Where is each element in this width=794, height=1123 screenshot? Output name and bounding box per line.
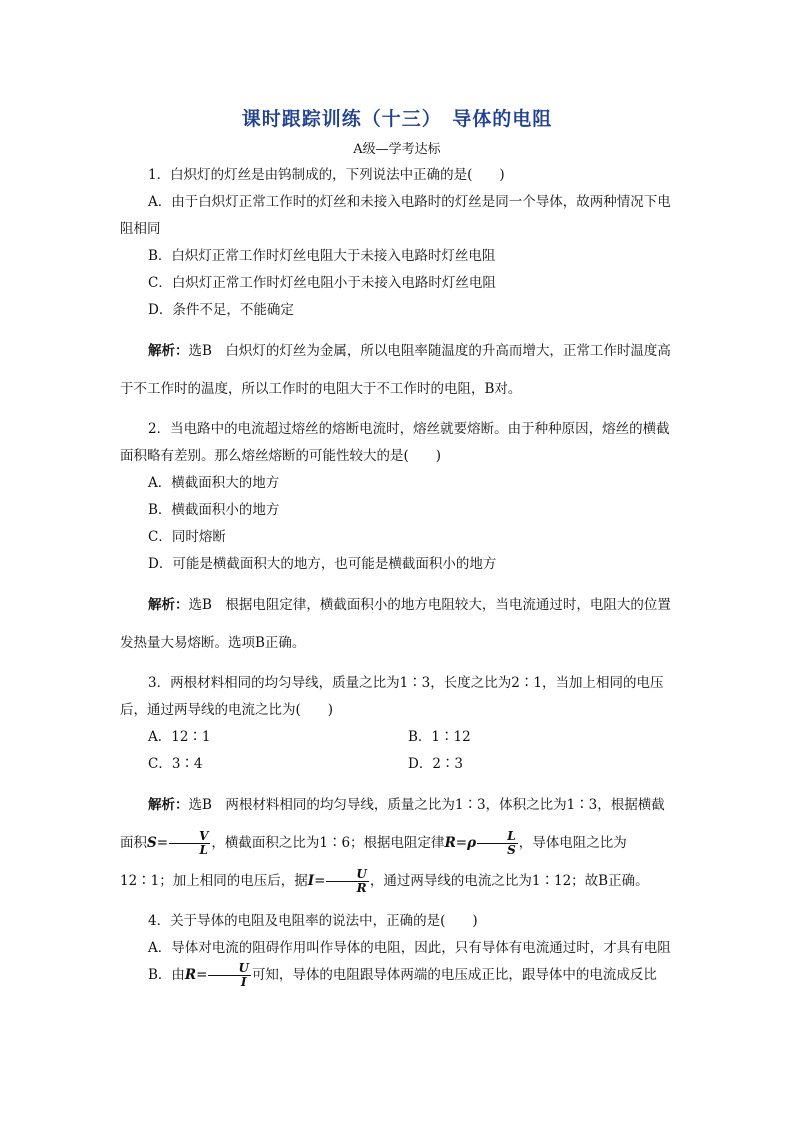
formula-i: I [307, 873, 315, 889]
question-3-analysis: 解析：选B 两根材料相同的均匀导线，质量之比为1∶3，体积之比为1∶3，根据横截面积S= $\frac{V}{L}$ ，横截面积之比为1∶6；根据电阻定律R=ρ $\frac{L}{S}$ ，导体电阻之比为12∶1；加上相同的电压后，据I= $\frac{U}{R}$ ，通过两导线的电流之比为1∶12；故B正确。 [120, 797, 665, 895]
formula-v-over-l: $\frac{V}{L}$ [169, 830, 210, 857]
question-2-stem: 2．当电路中的电流超过熔丝的熔断电流时，熔丝就要熔断。由于种种原因，熔丝的横截面积略有差别。那么熔丝熔断的可能性较大的是( ) [120, 421, 670, 464]
question-1-option-d: D．条件不足，不能确定 [148, 302, 294, 318]
question-3-option-a: A．12∶1 [148, 729, 211, 745]
analysis-label: 解析： [148, 343, 189, 359]
question-2-option-d: D．可能是横截面积大的地方，也可能是横截面积小的地方 [148, 556, 497, 572]
question-2-option-b: B．横截面积小的地方 [148, 502, 280, 518]
question-1-analysis [120, 332, 676, 408]
analysis-label: 解析： [148, 797, 189, 813]
question-3-stem: 3．两根材料相同的均匀导线，质量之比为1∶3，长度之比为2∶1，当加上相同的电压后，通过两导线的电流之比为( ) [120, 675, 664, 718]
formula-u-over-r: $\frac{U}{R}$ [326, 868, 368, 895]
formula-r: R [444, 835, 456, 851]
analysis-text-3: ，导体电阻之比为12∶1；加上相同的电压后，据 [120, 835, 627, 889]
formula-s: S [147, 835, 157, 851]
analysis-text: 选B 根据电阻定律，横截面积小的地方电阻较大，当电流通过时，电阻大的位置发热量大易熔断。选项B正确。 [120, 597, 671, 651]
analysis-text-1: 选B 两根材料相同的均匀导线，质量之比为1∶3，体积之比为1∶3，根据横截面积 [120, 797, 665, 851]
question-1-option-c: C．白炽灯正常工作时灯丝电阻小于未接入电路时灯丝电阻 [148, 275, 496, 291]
analysis-text-2: ，横截面积之比为1∶6；根据电阻定律 [211, 835, 445, 851]
question-3-option-c: C．3∶4 [148, 756, 203, 772]
question-3-option-d: D．2∶3 [408, 756, 464, 772]
question-4-stem: 4．关于导体的电阻及电阻率的说法中，正确的是( ) [148, 913, 478, 929]
page-title: 课时跟踪训练（十三） 导体的电阻 [241, 108, 553, 130]
formula-u-over-i: $\frac{U}{I}$ [208, 962, 250, 989]
question-4-option-a: A．导体对电流的阻碍作用叫作导体的电阻，因此，只有导体有电流通过时，才具有电阻 [148, 940, 671, 956]
analysis-text: 选B 白炽灯的灯丝为金属，所以电阻率随温度的升高而增大，正常工作时温度高于不工作时的温度，所以工作时的电阻大于不工作时的电阻，B对。 [120, 343, 671, 397]
question-3-options-row-1 [120, 724, 676, 751]
analysis-label: 解析： [148, 597, 189, 613]
question-1-option-b: B．白炽灯正常工作时灯丝电阻大于未接入电路时灯丝电阻 [148, 248, 496, 264]
question-1-option-a: A．由于白炽灯正常工作时的灯丝和未接入电路时的灯丝是同一个导体，故两种情况下电阻相同 [120, 194, 671, 237]
question-4-option-b: B．由R= $\frac{U}{I}$ 可知，导体的电阻跟导体两端的电压成正比，跟导体中的电流成反比 [148, 961, 657, 989]
analysis-text-4: ，通过两导线的电流之比为1∶12；故B正确。 [369, 873, 649, 889]
question-2-option-c: C．同时熔断 [148, 529, 226, 545]
section-subtitle: A级—学考达标 [353, 142, 441, 157]
formula-l-over-s: $\frac{L}{S}$ [477, 830, 518, 857]
question-2-analysis [120, 586, 676, 662]
question-3-options-row-2 [120, 751, 676, 778]
question-1-stem: 1．白炽灯的灯丝是由钨制成的，下列说法中正确的是( ) [148, 167, 505, 183]
question-3-option-b: B．1∶12 [408, 729, 471, 745]
question-list [120, 162, 676, 989]
question-2-option-a: A．横截面积大的地方 [148, 475, 280, 491]
